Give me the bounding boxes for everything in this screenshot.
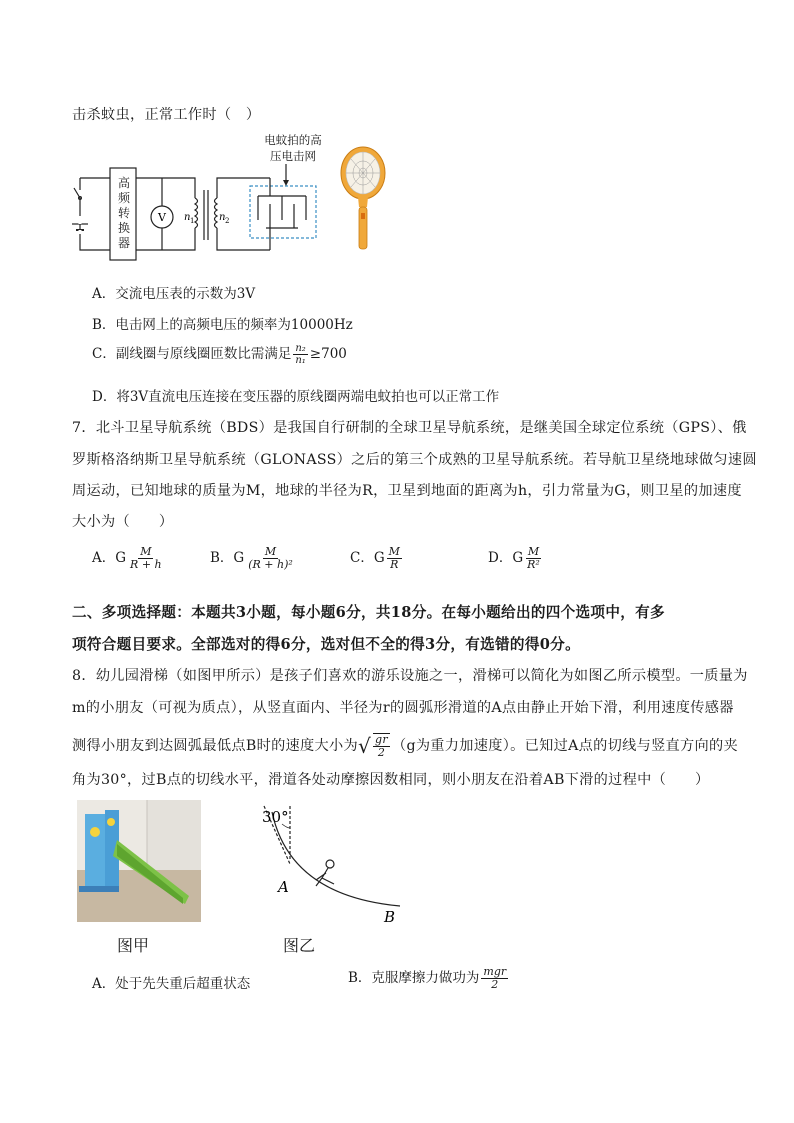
slide-arc-model-diagram (250, 800, 410, 930)
q7-line-1: 7．北斗卫星导航系统（BDS）是我国自行研制的全球卫星导航系统，是继美国全球定位系统（GPS）、俄 (72, 420, 747, 436)
section-2-heading-line-1: 二、多项选择题：本题共3小题，每小题6分，共18分。在每小题给出的四个选项中，有多 (72, 604, 665, 621)
q6-option-a: A．交流电压表的示数为3V (92, 286, 256, 302)
q7-line-3: 周运动，已知地球的质量为M，地球的半径为R，卫星到地面的距离为h，引力常量为G，则卫星的加速度 (72, 483, 742, 499)
q6-option-b: B．电击网上的高频电压的频率为10000Hz (92, 317, 353, 333)
point-a-label: A (278, 878, 289, 896)
point-b-label: B (384, 908, 396, 926)
q7-option-c: C．G $\frac{M}{R}$ (350, 545, 400, 572)
q7-line-2: 罗斯格洛纳斯卫星导航系统（GLONASS）之后的第三个成熟的卫星导航系统。若导航卫星绕地球做匀速圆 (72, 452, 757, 468)
mosquito-swatter-image (338, 145, 388, 253)
kindergarten-slide-photo (77, 800, 201, 922)
q6-option-c: C．副线圈与原线圈匝数比需满足 $\frac{\text{n₂}}{\text{n₁}}$ ≥700 (92, 343, 347, 366)
svg-text:1: 1 (190, 217, 195, 225)
svg-text:2: 2 (225, 217, 230, 225)
section-2-heading-line-2: 项符合题目要求。全部选对的得6分，选对但不全的得3分，有选错的得0分。 (72, 636, 580, 653)
q8-option-b: B．克服摩擦力做功为 $\frac{\text{mgr}}{2}$ (348, 965, 507, 992)
svg-text:n: n (184, 212, 191, 223)
converter-label: 高 频 转 换 器 (117, 176, 130, 250)
q8-option-a: A．处于先失重后超重状态 (92, 976, 251, 992)
q6-option-d: D．将3V直流电压连接在变压器的原线圈两端电蚊拍也可以正常工作 (92, 389, 500, 405)
q7-line-4: 大小为（ ） (72, 514, 174, 530)
q8-line-4: 角为30°，过B点的切线水平，滑道各处动摩擦因数相同，则小朋友在沿着AB下滑的过程中（ ） (72, 772, 710, 788)
net-label: 电蚊拍的高 压电击网 (264, 133, 322, 163)
q8-line-2: m的小朋友（可视为质点），从竖直面内、半径为r的圆弧形滑道的A点由静止开始下滑，利用速度传感器 (72, 700, 734, 716)
figure-a-caption: 图甲 (117, 936, 150, 955)
voltmeter-label: V (158, 211, 166, 224)
q7-option-a: A．G $\frac{M}{R + h}$ (92, 545, 162, 572)
q6-stem-tail: 击杀蚊虫，正常工作时（ ） (72, 107, 261, 123)
figure-b-caption: 图乙 (283, 936, 316, 955)
q8-line-1: 8．幼儿园滑梯（如图甲所示）是孩子们喜欢的游乐设施之一，滑梯可以简化为如图乙所示模型。一质量为 (72, 668, 748, 684)
svg-text:n: n (219, 212, 226, 223)
q7-option-b: B．G $\frac{M}{\text{(R + h)²}}$ (210, 545, 293, 572)
angle-label: 30° (262, 808, 289, 826)
q8-line-3: 测得小朋友到达圆弧最低点B时的速度大小为 √ $\frac{gr}{2}$ （g为重力加速度）。已知过A点的切线与竖直方向的夹 (72, 733, 738, 760)
q7-option-d: D．G $\frac{M}{\text{R²}}$ (488, 545, 540, 572)
